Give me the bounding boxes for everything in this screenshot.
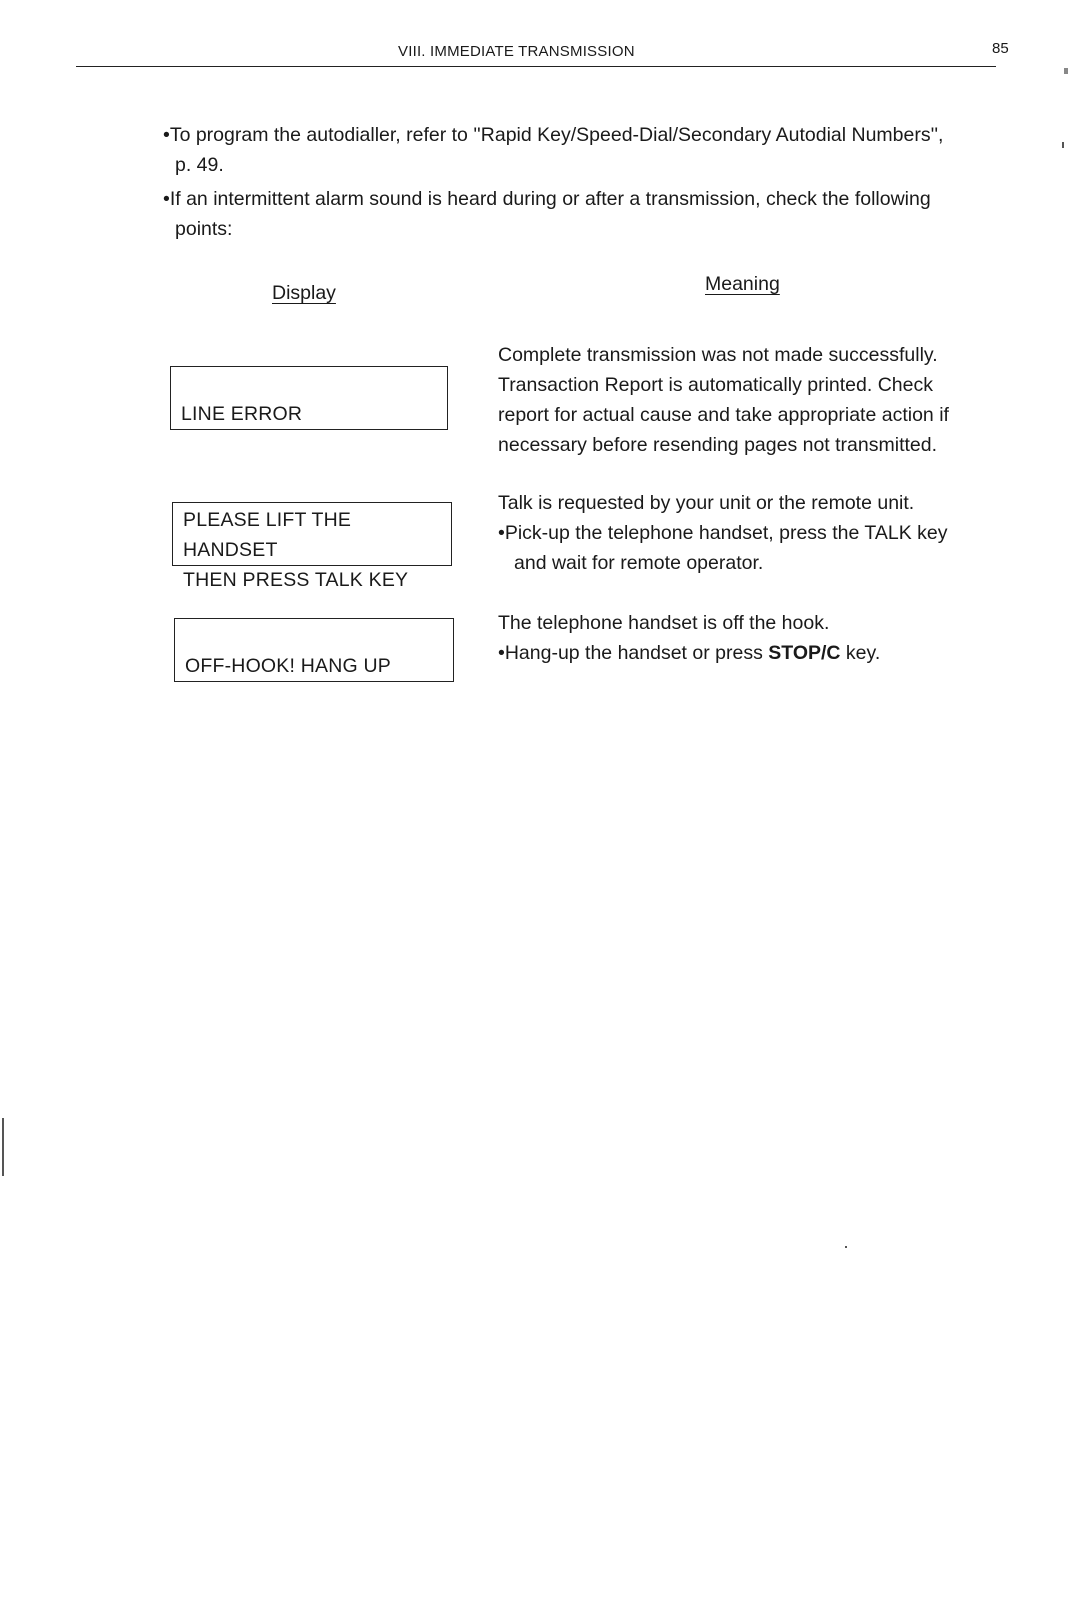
display-text: LINE ERROR bbox=[181, 403, 303, 425]
meaning-line: •Pick-up the telephone handset, press the TALK key bbox=[498, 522, 948, 544]
scan-edge-mark bbox=[2, 1118, 4, 1176]
display-text: OFF-HOOK! HANG UP bbox=[185, 655, 391, 677]
meaning-line: and wait for remote operator. bbox=[514, 552, 764, 574]
page-number: 85 bbox=[992, 40, 1009, 57]
scan-dot bbox=[845, 1246, 847, 1248]
stop-c-key-label: STOP/C bbox=[768, 642, 841, 664]
meaning-line: report for actual cause and take appropriate action if bbox=[498, 404, 949, 426]
meaning-line: The telephone handset is off the hook. bbox=[498, 612, 830, 634]
column-heading-meaning: Meaning bbox=[705, 273, 780, 295]
header-rule bbox=[76, 66, 996, 67]
meaning-line-error bbox=[498, 340, 1010, 460]
bullet-autodialler-line2: p. 49. bbox=[175, 154, 224, 176]
display-box-line-error bbox=[170, 366, 448, 430]
column-heading-display: Display bbox=[272, 282, 336, 304]
meaning-line: •Hang-up the handset or press STOP/C key. bbox=[498, 642, 881, 664]
scan-mark bbox=[1062, 142, 1064, 148]
bullet-autodialler-line1: •To program the autodialler, refer to ''Rapid Key/Speed-Dial/Secondary Autodial Numbers'', bbox=[163, 124, 944, 146]
bullet-autodialler bbox=[163, 120, 943, 180]
meaning-lift-handset bbox=[498, 488, 1010, 578]
bullet-alarm-line2: points: bbox=[175, 218, 233, 240]
display-box-off-hook bbox=[174, 618, 454, 682]
running-header: VIII. IMMEDIATE TRANSMISSION bbox=[398, 43, 635, 60]
display-text: PLEASE LIFT THE HANDSET bbox=[183, 509, 352, 561]
meaning-line: Transaction Report is automatically printed. Check bbox=[498, 374, 933, 396]
scan-mark bbox=[1064, 68, 1068, 74]
meaning-line: Talk is requested by your unit or the remote unit. bbox=[498, 492, 915, 514]
display-text: THEN PRESS TALK KEY bbox=[183, 569, 409, 591]
bullet-alarm bbox=[163, 184, 931, 244]
meaning-line: Complete transmission was not made successfully. bbox=[498, 344, 938, 366]
meaning-off-hook bbox=[498, 608, 1010, 668]
bullet-alarm-line1: •If an intermittent alarm sound is heard during or after a transmission, check the following bbox=[163, 188, 931, 210]
meaning-line: necessary before resending pages not transmitted. bbox=[498, 434, 938, 456]
display-box-lift-handset bbox=[172, 502, 452, 591]
